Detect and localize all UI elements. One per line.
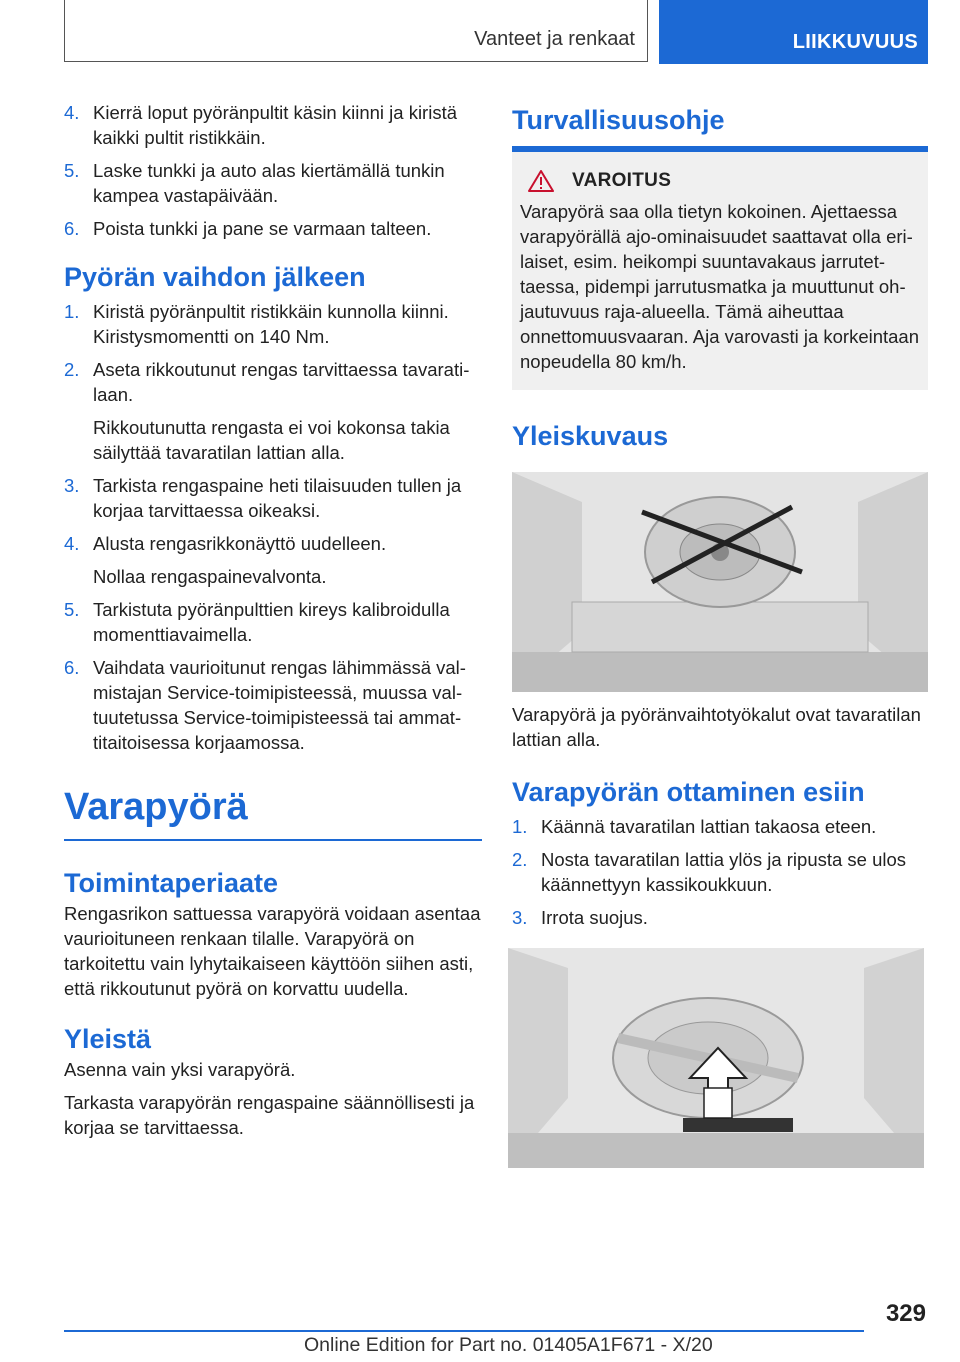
general-heading: Yleistä bbox=[64, 1023, 152, 1054]
principle-heading: Toimintaperiaate bbox=[64, 867, 279, 898]
step-number: 3. bbox=[64, 475, 80, 496]
list-item bbox=[64, 100, 482, 150]
step-text: Alusta rengasrikkonäyttö uudelleen. bbox=[93, 533, 387, 554]
list-item bbox=[512, 847, 928, 897]
step-number: 3. bbox=[512, 907, 528, 928]
step-text: Kierrä loput pyöränpultit käsin kiinni ja kiristä kaikki pultit ristikkäin. bbox=[93, 102, 458, 148]
header-section-box bbox=[659, 0, 928, 64]
remove-heading: Varapyörän ottaminen esiin bbox=[512, 777, 865, 807]
step-number: 6. bbox=[64, 218, 80, 239]
list-item bbox=[64, 531, 482, 556]
warning-label: VAROITUS bbox=[572, 170, 672, 191]
safety-heading: Turvallisuusohje bbox=[512, 105, 725, 135]
principle-text: Rengasrikon sattuessa varapyörä voidaan asentaa vaurioituneen renkaan tilalle. Varapyörä on tarkoitettu vain lyhytaikaiseen käyttöön siihen asti, että rikkoutunut pyörä on korvattu uudella. bbox=[64, 902, 481, 999]
step-number: 2. bbox=[64, 359, 80, 380]
general-paragraph-2: Tarkasta varapyörän rengaspaine säännöllisesti ja korjaa se tarvittaessa. bbox=[64, 1091, 475, 1138]
after-change-heading: Pyörän vaihdon jälkeen bbox=[64, 262, 366, 292]
list-item bbox=[64, 357, 482, 407]
step-number: 2. bbox=[512, 849, 528, 870]
page-header bbox=[64, 0, 928, 64]
list-item bbox=[64, 597, 482, 647]
footer-edition: Online Edition for Part no. 01405A1F671 - X/20 bbox=[304, 1334, 713, 1356]
general-paragraph-1: Asenna vain yksi varapyörä. bbox=[64, 1058, 296, 1080]
step-number: 1. bbox=[512, 816, 528, 837]
trunk-spare-wheel-image bbox=[512, 472, 928, 692]
step-text: Laske tunkki ja auto alas kiertämällä tunkin kampea vastapäivään. bbox=[93, 160, 445, 206]
footer-divider bbox=[64, 1330, 864, 1332]
left-column bbox=[64, 100, 482, 1148]
list-item bbox=[64, 216, 482, 241]
step-text: Aseta rikkoutunut rengas tarvittaessa tavaratilaan. bbox=[93, 359, 470, 405]
list-item bbox=[64, 655, 482, 755]
list-item bbox=[64, 158, 482, 208]
header-section: LIIKKUVUUS bbox=[792, 31, 918, 53]
list-item bbox=[64, 299, 482, 349]
step-text: Poista tunkki ja pane se varmaan talteen. bbox=[93, 218, 432, 239]
overview-caption: Varapyörä ja pyöränvaihtotyökalut ovat tavaratilan lattian alla. bbox=[512, 704, 921, 750]
right-column bbox=[512, 100, 928, 1168]
header-title: Vanteet ja renkaat bbox=[474, 28, 635, 50]
step-text: Tarkista rengaspaine heti tilaisuuden tullen ja korjaa tarvittaessa oikeaksi. bbox=[93, 475, 462, 521]
step-text: Vaihdata vaurioitunut rengas lähimmässä valmistajan Service-toimipisteessä, muussa valtuutetussa Service-toimipisteessä tai ammattitaitoisessa korjaamossa. bbox=[93, 657, 466, 753]
list-item bbox=[64, 473, 482, 523]
trunk-cover-removal-image bbox=[508, 948, 924, 1168]
trunk-illustration bbox=[512, 472, 928, 692]
page-number: 329 bbox=[885, 1300, 926, 1327]
step-number: 6. bbox=[64, 657, 80, 678]
chapter-divider bbox=[64, 839, 482, 841]
step-text: Irrota suojus. bbox=[541, 907, 648, 928]
step-number: 4. bbox=[64, 533, 80, 554]
warning-box bbox=[512, 146, 928, 390]
list-item bbox=[512, 905, 928, 930]
warning-header bbox=[520, 168, 920, 193]
step-text: Nosta tavaratilan lattia ylös ja ripusta se ulos käännettyyn kassikoukkuun. bbox=[541, 849, 907, 895]
step-text: Käännä tavaratilan lattian takaosa eteen. bbox=[541, 816, 877, 837]
list-item bbox=[512, 814, 928, 839]
warning-triangle-icon bbox=[528, 169, 554, 193]
step-note: Nollaa rengaspainevalvonta. bbox=[93, 566, 327, 587]
step-note: Rikkoutunutta rengasta ei voi kokonsa takia säilyttää tavaratilan lattian alla. bbox=[93, 417, 450, 463]
header-title-box bbox=[64, 0, 648, 62]
chapter-title: Varapyörä bbox=[64, 786, 248, 828]
warning-text: Varapyörä saa olla tietyn kokoinen. Ajettaessa varapyörällä ajo-ominaisuudet saattavat olla erilaiset, esim. heikompi suuntavakaus jarrutettaessa, pidempi jarrutusmatka ja muuttunut ohjautuvuus raja-alueella. Tämä aiheuttaa onnettomuusvaaran. Aja varovasti ja korkeintaan nopeudella 80 km/h. bbox=[520, 201, 920, 372]
step-number: 1. bbox=[64, 301, 80, 322]
step-number: 4. bbox=[64, 102, 80, 123]
step-number: 5. bbox=[64, 599, 80, 620]
step-number: 5. bbox=[64, 160, 80, 181]
step-text: Tarkistuta pyöränpulttien kireys kalibroidulla momenttiavaimella. bbox=[93, 599, 450, 645]
trunk-cover-illustration bbox=[508, 948, 924, 1168]
step-text: Kiristä pyöränpultit ristikkäin kunnolla kiinni. Kiristysmomentti on 140 Nm. bbox=[93, 301, 449, 347]
overview-heading: Yleiskuvaus bbox=[512, 421, 669, 451]
